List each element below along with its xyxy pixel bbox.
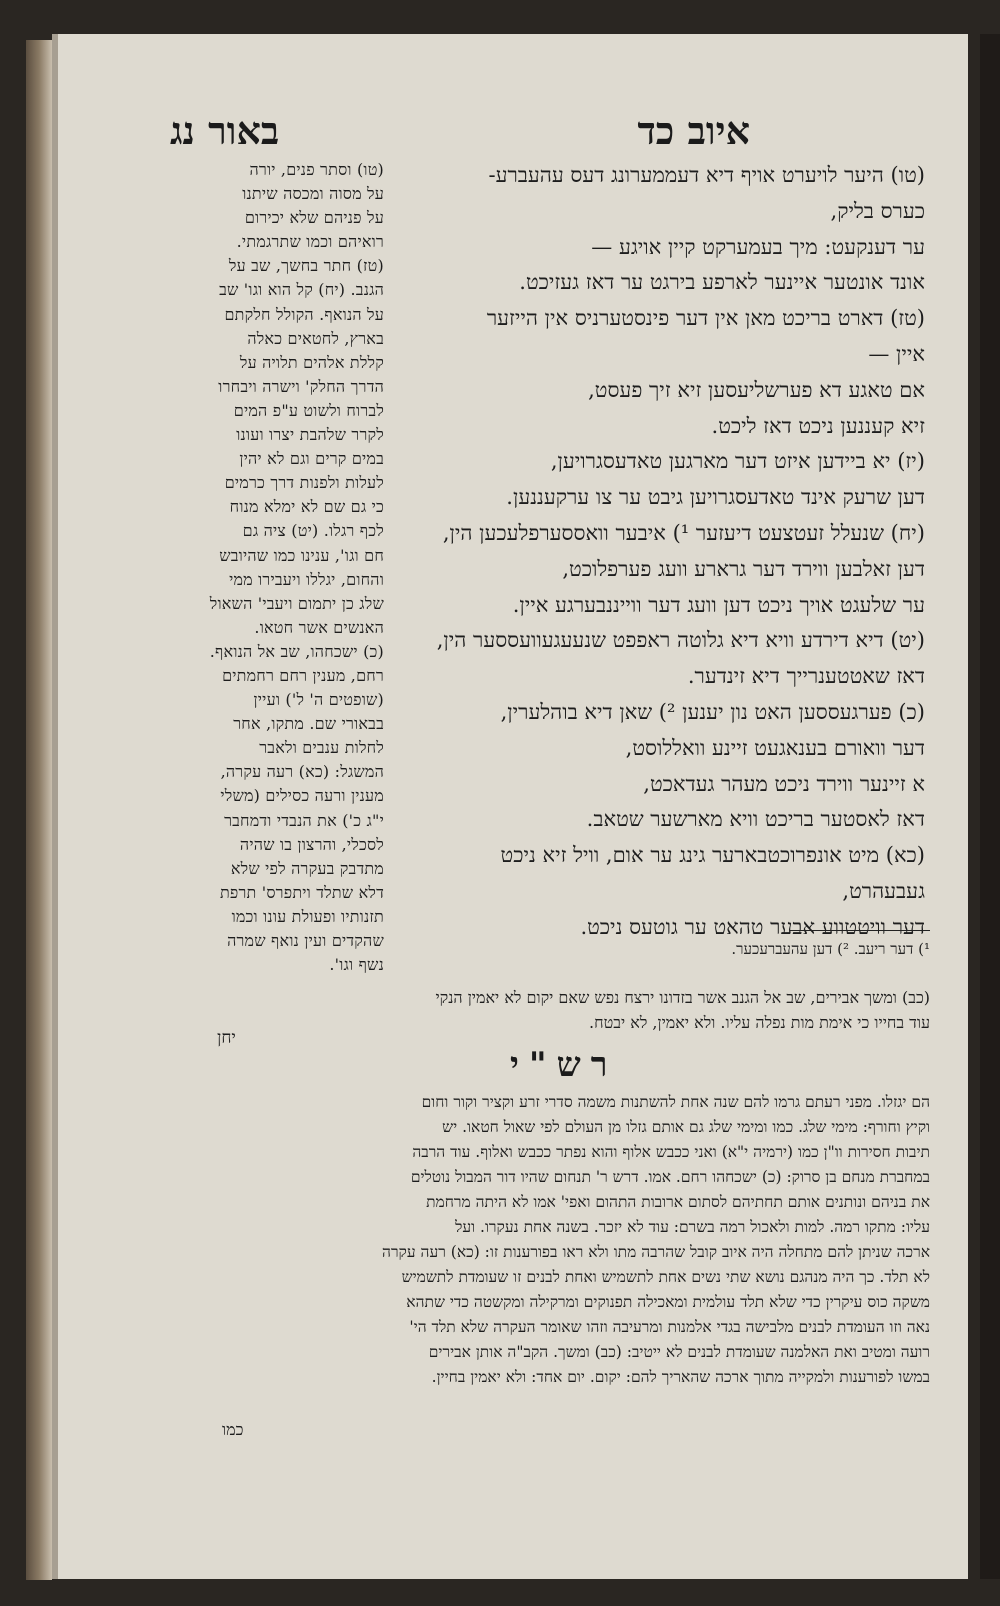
text-line: כערס בליק, [830, 198, 925, 223]
commentary-continuation [200, 985, 930, 1035]
text-line: י"ג כ') את הנבדי ודמחבר [224, 810, 384, 830]
book-spine [26, 40, 52, 1580]
text-line: דלא שתלד ויתפרס' תרפת [219, 882, 384, 902]
text-line: האנשים אשר חטאו. [254, 617, 384, 637]
text-line: עליו: מתקו רמה. למות ולאכול רמה בשרם: עוד לא יזכר. בשנה אחת נעקרו. ועל [455, 1218, 930, 1236]
text-line: במשו לפורענות ולמקייה מתוך ארכה שהאריך להם: יקום. יום אחד: ולא יאמין בחיין. [431, 1368, 930, 1386]
text-line: לחלות ענבים ולאבר [259, 738, 384, 758]
text-line: אם טאגע דא פערשליעסען זיא זיך פעסט, [588, 377, 925, 402]
text-line: (טו) היער לויערט אויף דיא דעממערונג דעס עהעברע- [488, 163, 925, 187]
footnote-rule [790, 930, 930, 931]
text-line: דאז שאטטענרייך דיא זינדער. [687, 664, 925, 689]
text-line: הגנב. (יח) קל הוא וגו' שב [219, 280, 384, 300]
catchword: יחן [217, 1028, 236, 1048]
main-text-column [415, 158, 925, 946]
text-line: ארכה שניתן להם מתחלה היה איוב קובל שהרבה מתו ולא ראו בפורענות זו: (כא) רעה עקרה [382, 1243, 930, 1261]
text-line: בבאורי שם. מתקו, אחר [233, 714, 384, 734]
text-line: משקה כוס עיקרין כדי שלא תלד עולמית ומאכילה תפנוקים ומרקילה ומקשטה כדי שתהא [406, 1293, 930, 1311]
text-line: הדרך החלק' וישרה ויבחרו [218, 376, 384, 396]
text-line: אונד אונטער איינער לארפע בירגט ער דאז געזיכט. [519, 270, 925, 295]
text-line: שלג כן יתמום ויעבי' השאול [209, 593, 384, 613]
text-line: (יז) יא ביידען איזט דער מארגען טאדעסגרויען, [550, 449, 925, 474]
commentary-title: באור נג [170, 108, 280, 153]
text-line: עוד בחייו כי אימת מות נפלה עליו. ולא יאמין, לא יבטח. [589, 1013, 930, 1032]
text-line: (כא) מיט אונפרוכטבארער גינג ער אום, וויל זיא ניכט [500, 843, 925, 868]
text-line: לא תלד. כך היה מנהגם נושא שתי נשים אחת לתשמיש ואחת לבנים זו שעומדת לתשמיש [401, 1268, 930, 1286]
text-line: על פניהם שלא יכירום [244, 208, 384, 228]
text-line: איין — [868, 341, 925, 366]
text-line: לסכלי, והרצון בו שהיה [239, 834, 384, 854]
text-line: וקיץ וחורף: מימי שלג. כמו ומימי שלג גם אותם גזלו מן העולם לפי שאול חטאו. יש [442, 1118, 930, 1136]
text-line: (יח) שנעלל זעטצעט דיעזער ¹) איבער וואססערפלעכען הין, [442, 520, 925, 545]
text-line: על מסוה ומכסה שיתנו [242, 184, 384, 204]
text-line: (טז) חתר בחשך, שב על [228, 256, 384, 276]
text-line: לעלות ולפנות דרך כרמים [224, 473, 384, 493]
text-line: קללת אלהים תלויה על [239, 352, 384, 372]
text-line: חם וגו', ענינו כמו שהיובש [219, 545, 384, 565]
text-line: הם יגזלו. מפני רעתם גרמו להם שנה אחת להשתנות משמה סדרי זרע וקציר וקור וחום [421, 1093, 930, 1111]
text-line: (שופטים ה' ל') ועיין [253, 690, 384, 710]
rashi-commentary [200, 1090, 930, 1415]
text-line: במחברת מנחם בן סרוק: (כ) ישכחהו רחם. אמו. דרש ר' תנחום שהיו דור המבול נוטלים [410, 1168, 930, 1186]
rashi-heading: רש"י [510, 1045, 618, 1085]
text-line: ער דענקעט: מיך בעמערקט קיין אויגע — [591, 234, 925, 259]
text-line: דער וואורם בענאגעט זיינע וואללוסט, [625, 735, 925, 760]
page-title: איוב כד [637, 108, 750, 153]
commentary-column [196, 158, 384, 977]
text-line: את בניהם ונותנים אותם תחתיהם לסתום ארובות התהום ואפי' אמו לא היתה מרחמת [426, 1193, 930, 1211]
catchword: כמו [222, 1420, 244, 1439]
text-line: לברוח ולשוט ע"פ המים [233, 400, 384, 420]
text-line: דער וויטטווע אבער טהאט ער גוטעס ניכט. [580, 914, 925, 939]
text-line: ער שלעגט אויך ניכט דען וועג דער ווייננבערגע איין. [512, 592, 925, 617]
text-line: נאה וזו העומדת לבנים מלבישה בגדי אלמנות ומרעיבה וזהו שאומר העקרה שלא תלד הי' [409, 1318, 930, 1336]
text-line: לקרר שלהבת יצרו ועונו [236, 425, 384, 445]
text-line: נשף וגו'. [329, 955, 384, 975]
text-line: שהקדים ועין נואף שמרה [227, 931, 384, 950]
text-line: מתדבק בעקרה לפי שלא [230, 858, 384, 878]
text-line: (טז) דארט בריכט מאן אין דער פינסטערניס אין הייזער [486, 306, 925, 331]
text-line: (כ) ישכחהו, שב אל הנואף. [209, 641, 384, 661]
text-line: א זיינער ווירד ניכט מעהר געדאכט, [643, 771, 925, 796]
text-line: לכף רגלו. (יט) ציה גם [242, 521, 384, 541]
text-line: רחם, מענין רחם רחמתים [222, 665, 384, 685]
text-line: תזנותיו ופעולת עונו וכמו [231, 906, 384, 926]
text-line: דען שרעק אינד טאדעסגרויען גיבט ער צו ערקעננען. [506, 485, 925, 510]
text-line: תיבות חסירות וו"ן כמו (ירמיה י"א) ואני ככבש אלוף והוא נפתר ככבש ואלוף. עוד הרבה [412, 1143, 930, 1161]
text-line [200, 1390, 930, 1415]
text-line: מענין ורעה כסילים (משלי [220, 786, 384, 806]
text-line: על הנואף. הקולל חלקתם [224, 304, 384, 324]
text-line: (טו) וסתר פנים, יורה [249, 160, 384, 179]
text-line: געבעהרט, [842, 878, 925, 903]
text-line: דאז לאסטער בריכט וויא מארשער שטאב. [586, 807, 925, 832]
text-line: במים קרים וגם לא יהין [239, 449, 384, 469]
text-line: והחום, יגללו ויעבירו ממי [229, 569, 384, 589]
text-line: רועה ומטיב ואת האלמנה שעומדת לבנים לא ייטיב: (כב) ומשך. הקב"ה אותן אבירים [428, 1343, 930, 1361]
text-line: זיא קעננען ניכט דאז ליכט. [711, 413, 925, 438]
text-line: רואיהם וכמו שתרגמתי. [236, 232, 384, 252]
text-line: (יט) דיא דירדע וויא דיא גלוטה ראפפט שנעעגעוועססער הין, [436, 628, 925, 653]
footnotes: ¹) דער ריעב. ²) דען עהעברעכער. [731, 940, 930, 958]
page-edge [980, 34, 1000, 1579]
text-line: דען זאלבען ווירד דער גרארע וועג פערפלוכט, [562, 556, 925, 581]
text-line: המשגל: (כא) רעה עקרה, [220, 762, 384, 782]
text-line: בארץ, לחטאים כאלה [247, 328, 384, 348]
text-line: (כ) פערגעססען האט נון יענען ²) שאן דיא בוהלערין, [500, 699, 925, 724]
text-line: (כב) ומשך אבירים, שב אל הגנב אשר בזדונו ירצח נפש שאם יקום לא יאמין הנקי [435, 988, 930, 1007]
text-line: כי גם שם לא ימלא מנוח [229, 497, 384, 517]
